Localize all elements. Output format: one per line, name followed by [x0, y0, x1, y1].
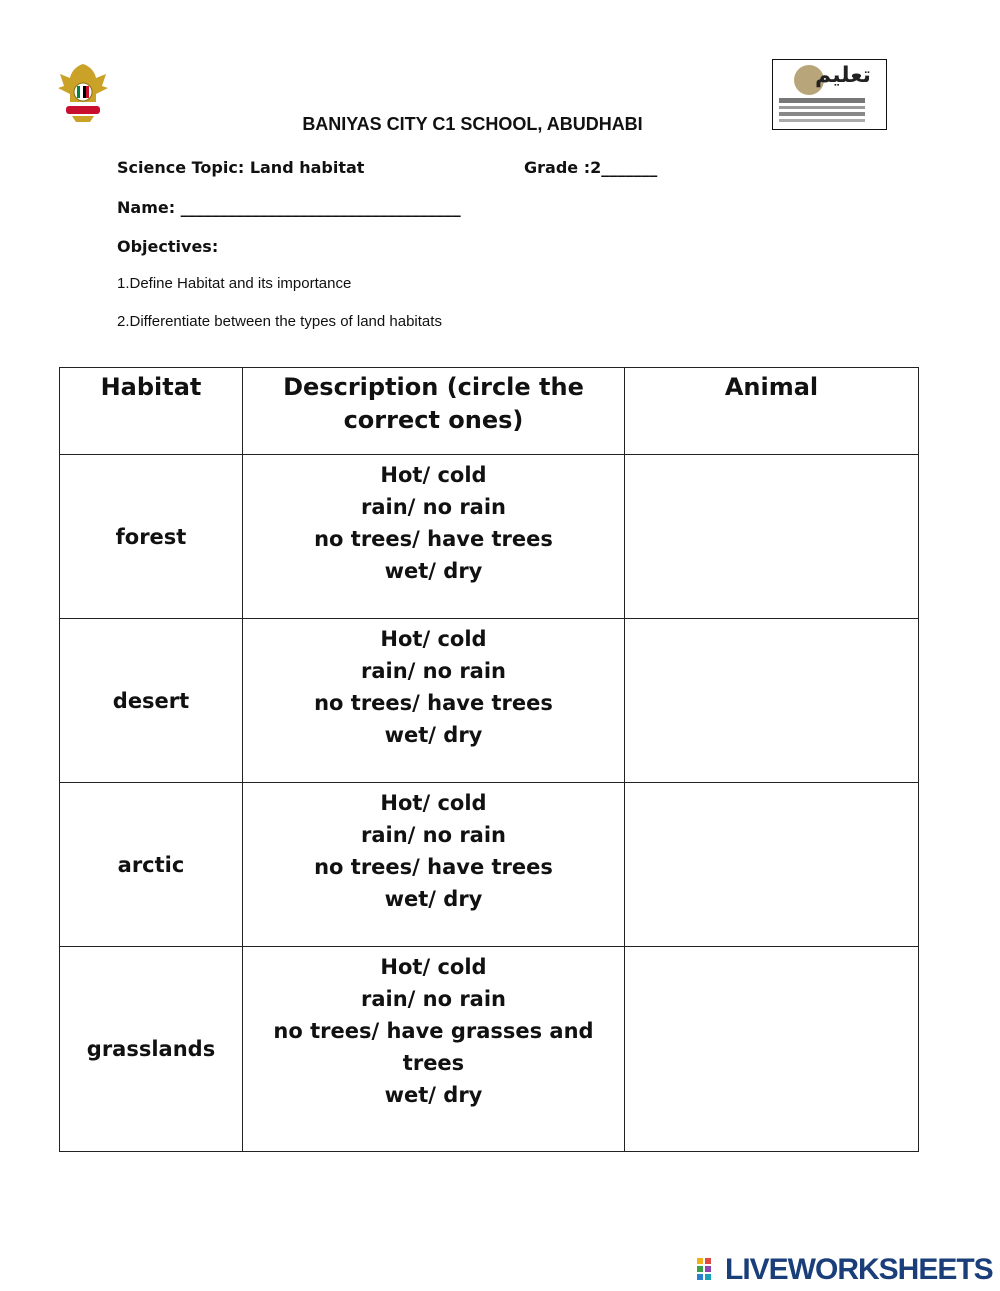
animal-answer-cell[interactable] [625, 947, 919, 1152]
habitat-name: desert [60, 619, 243, 783]
description-line[interactable]: Hot/ cold [380, 955, 487, 979]
logo-text: تعليم [815, 63, 871, 88]
topic-label: Science Topic: Land habitat [117, 158, 365, 177]
table-row [60, 947, 919, 1152]
habitat-name: arctic [60, 783, 243, 947]
header-animal: Animal [625, 368, 919, 455]
liveworksheets-logo-icon [697, 1256, 725, 1284]
animal-answer-cell[interactable] [625, 619, 919, 783]
habitat-table [59, 367, 919, 1152]
habitat-description[interactable] [243, 619, 625, 783]
objective-item: 2.Differentiate between the types of land habitats [117, 313, 442, 330]
habitat-name: grasslands [60, 947, 243, 1152]
grade-label: Grade :2_______ [524, 158, 658, 177]
habitat-name: forest [60, 455, 243, 619]
name-label: Name: ___________________________________ [117, 198, 461, 217]
animal-answer-cell[interactable] [625, 455, 919, 619]
table-row [60, 455, 919, 619]
description-line[interactable]: rain/ no rain [360, 495, 507, 519]
habitat-description[interactable] [243, 455, 625, 619]
description-line[interactable]: wet/ dry [384, 559, 483, 583]
description-line[interactable]: Hot/ cold [380, 791, 487, 815]
brand-text: LIVEWORKSHEETS [725, 1253, 993, 1286]
animal-answer-cell[interactable] [625, 783, 919, 947]
school-title: BANIYAS CITY C1 SCHOOL, ABUDHABI [302, 114, 643, 134]
description-line[interactable]: wet/ dry [384, 1083, 483, 1107]
description-line[interactable]: Hot/ cold [380, 627, 487, 651]
description-line[interactable]: rain/ no rain [360, 659, 507, 683]
description-line[interactable]: no trees/ have trees [314, 855, 553, 879]
objective-item: 1.Define Habitat and its importance [117, 275, 352, 292]
table-row [60, 619, 919, 783]
objectives-heading: Objectives: [117, 237, 219, 256]
header-habitat: Habitat [60, 368, 243, 455]
description-line[interactable]: no trees/ have grasses and trees [273, 1019, 594, 1075]
description-line[interactable]: Hot/ cold [380, 463, 487, 487]
header-description: Description (circle the correct ones) [243, 368, 625, 455]
description-line[interactable]: wet/ dry [384, 887, 483, 911]
liveworksheets-brand [697, 1253, 993, 1287]
table-header-row [60, 368, 919, 455]
description-line[interactable]: rain/ no rain [360, 823, 507, 847]
description-line[interactable]: rain/ no rain [360, 987, 507, 1011]
habitat-description[interactable] [243, 947, 625, 1152]
habitat-description[interactable] [243, 783, 625, 947]
description-line[interactable]: wet/ dry [384, 723, 483, 747]
description-line[interactable]: no trees/ have trees [314, 527, 553, 551]
table-row [60, 783, 919, 947]
description-line[interactable]: no trees/ have trees [314, 691, 553, 715]
